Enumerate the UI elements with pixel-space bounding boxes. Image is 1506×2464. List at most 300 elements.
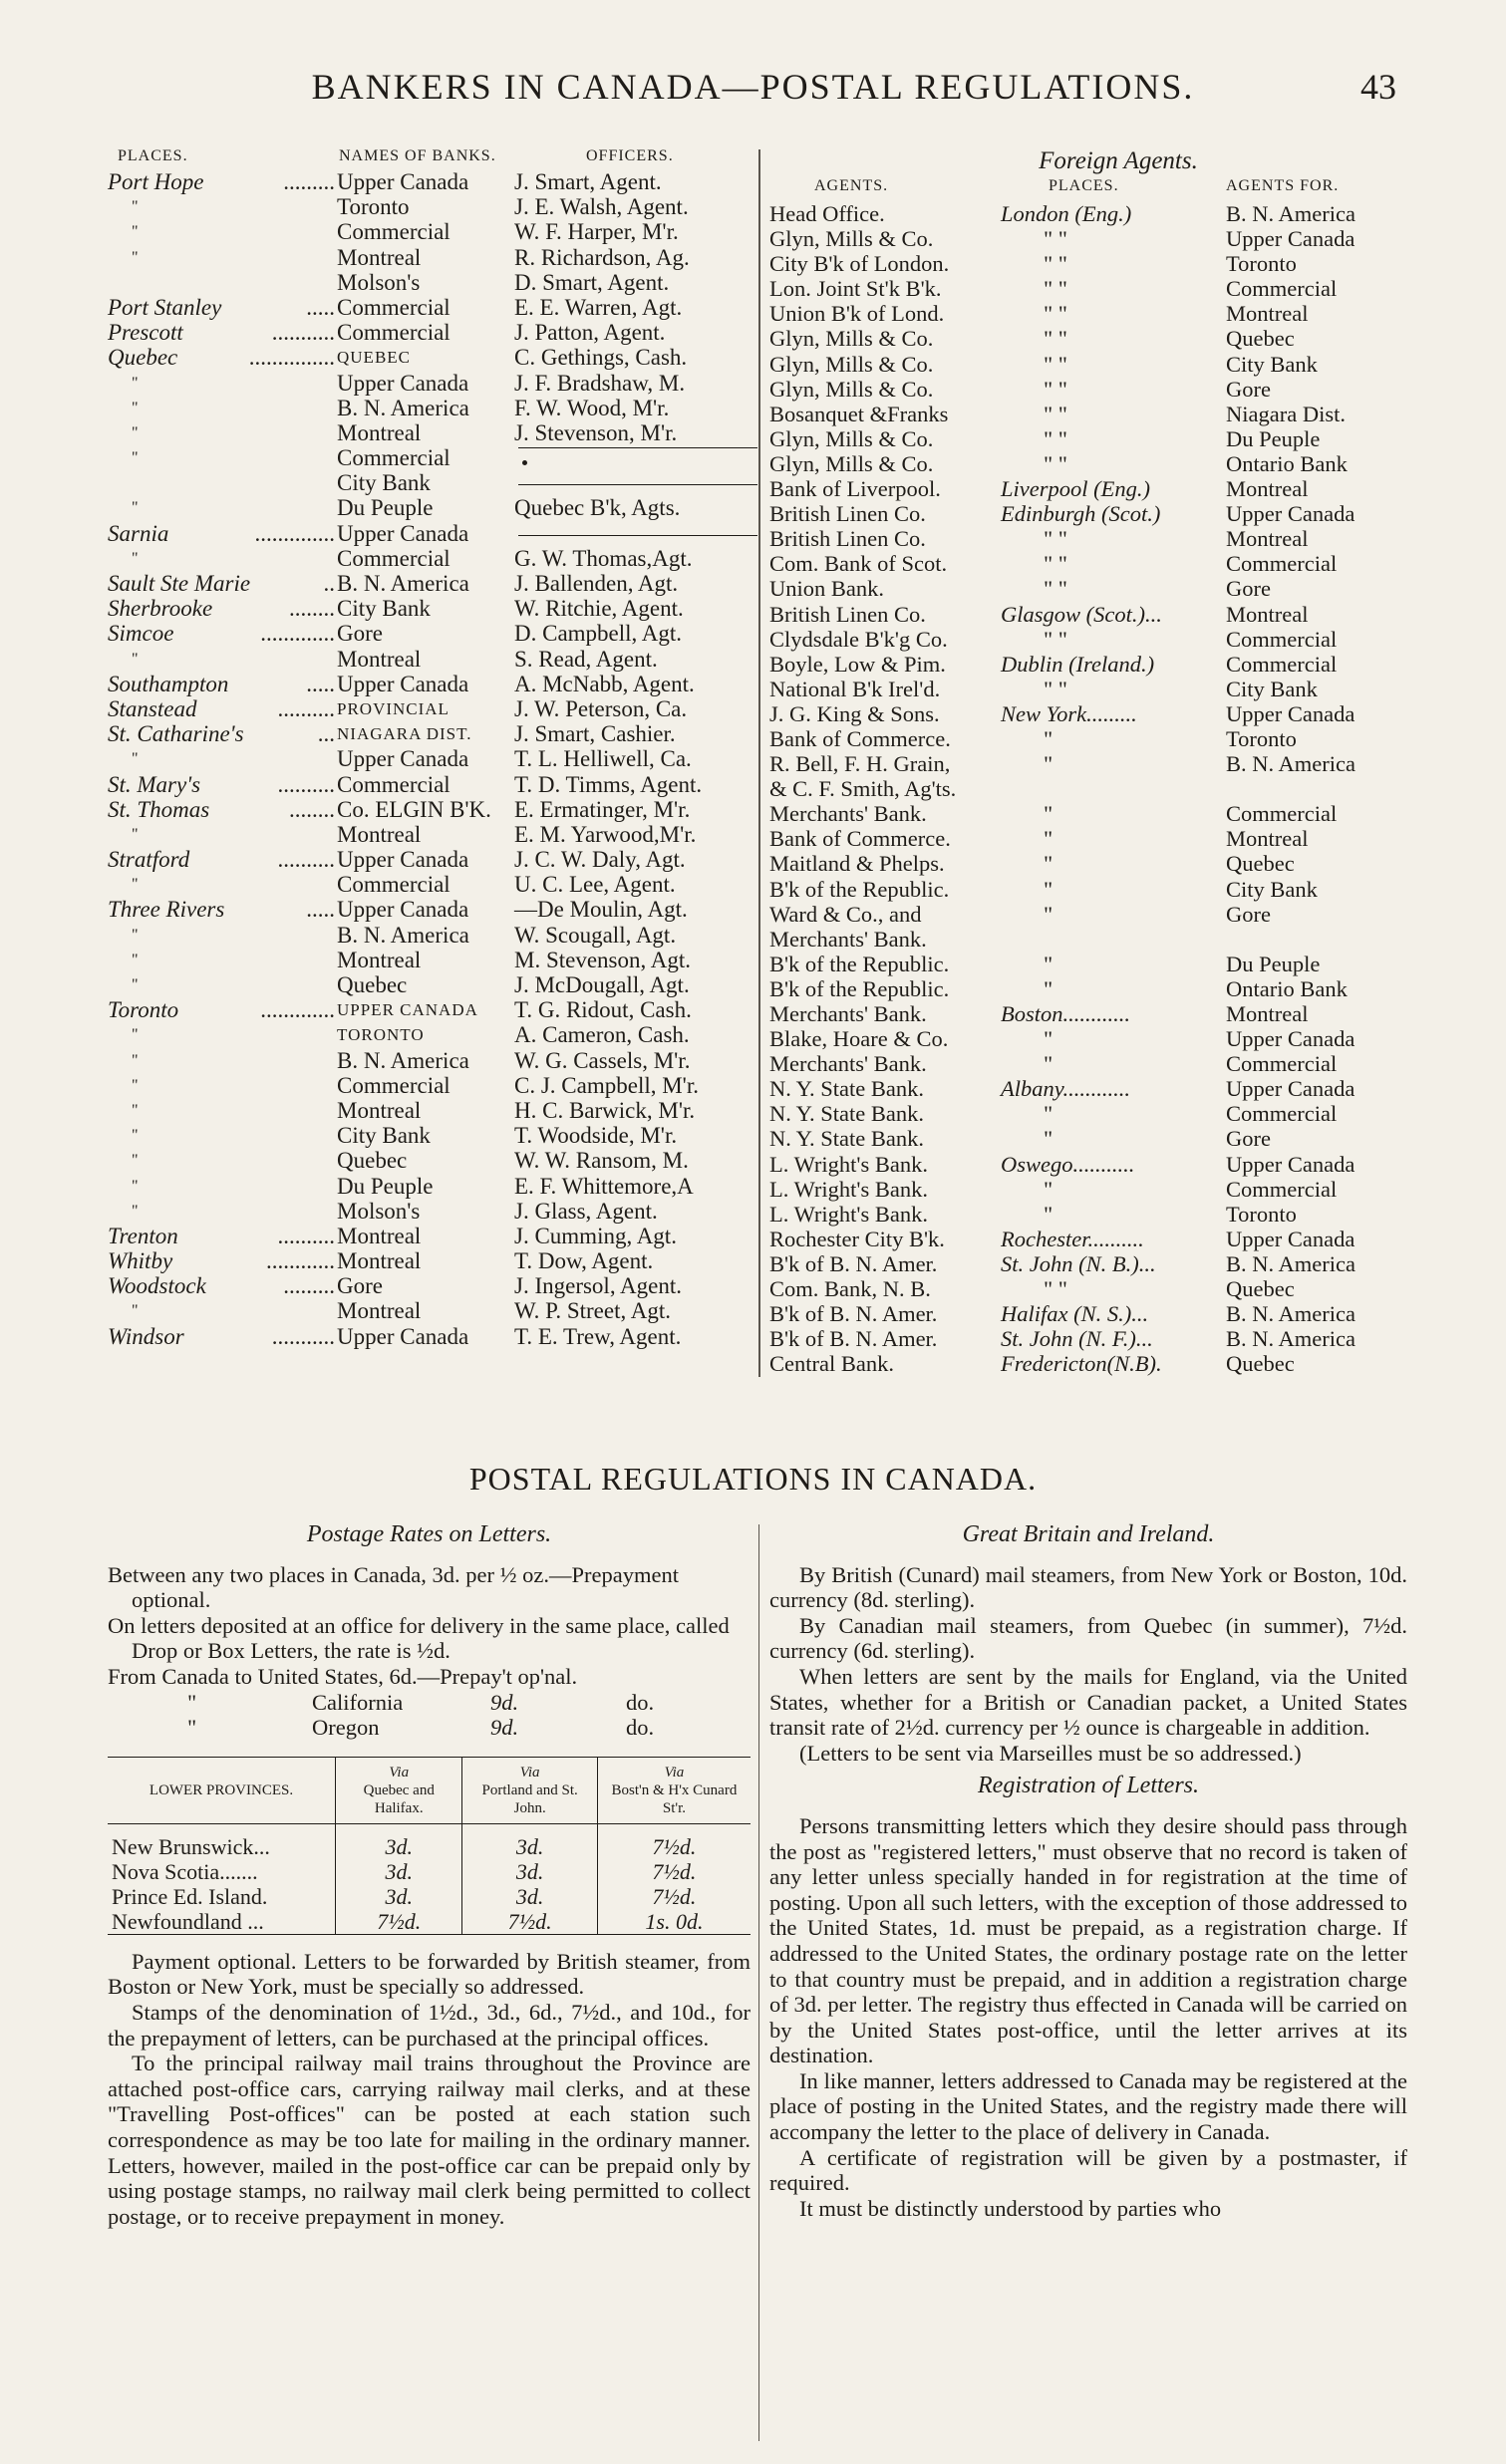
leader-dots: .............	[260, 997, 335, 1023]
bank-officer: A. Cameron, Cash.	[514, 1022, 690, 1048]
foreign-agent-row	[769, 352, 1467, 377]
agent-for: Quebec	[1226, 1276, 1295, 1302]
province-name: Prince Ed. Island.	[112, 1883, 268, 1909]
bank-row	[108, 1022, 755, 1047]
agent-place: "	[1044, 751, 1054, 777]
agent-place: "	[1044, 1201, 1054, 1227]
bank-officer: J. Patton, Agent.	[514, 320, 666, 346]
bank-officer: T. Dow, Agent.	[514, 1248, 654, 1274]
rate-cell: 3d.	[336, 1823, 462, 1859]
bank-row	[108, 696, 755, 721]
bank-row	[108, 772, 755, 797]
agent-place: "	[1044, 1026, 1054, 1052]
bank-name: Montreal	[337, 244, 422, 270]
registration-paragraph: A certificate of registration will be given by a postmaster, if required.	[769, 2144, 1407, 2196]
bank-place: Trenton	[108, 1223, 178, 1248]
rate-paragraph: On letters deposited at an office for delivery in the same place, called Drop or Box Letters, the rate is ½d.	[108, 1612, 730, 1664]
great-britain-subtitle: Great Britain and Ireland.	[962, 1521, 1215, 1547]
agent-for: Montreal	[1226, 526, 1309, 552]
foreign-agent-row	[769, 1276, 1467, 1301]
agent-name: B'k of B. N. Amer.	[769, 1326, 938, 1352]
agent-name: Maitland & Phelps.	[769, 851, 945, 877]
foreign-agent-row	[769, 377, 1467, 402]
agent-for: Quebec	[1226, 1351, 1295, 1377]
foreign-agent-row	[769, 776, 1467, 801]
bank-row	[108, 445, 755, 470]
agent-name: Ward & Co., and	[769, 901, 922, 927]
postage-rates-section	[108, 1522, 751, 2229]
bank-officer: C. J. Campbell, M'r.	[514, 1072, 699, 1098]
bank-name: Commercial	[337, 294, 451, 320]
bank-place: "	[132, 549, 139, 567]
leader-dots: ........	[289, 796, 335, 822]
agent-for: Upper Canada	[1226, 1151, 1355, 1177]
agent-name: Glyn, Mills & Co.	[769, 376, 934, 402]
foreign-agent-row	[769, 1126, 1467, 1151]
bank-officer: J. Ingersol, Agent.	[514, 1273, 683, 1299]
leader-dots: ...........	[271, 320, 335, 346]
bank-officer: Quebec B'k, Agts.	[514, 495, 681, 521]
bank-officer: J. Stevenson, M'r.	[514, 419, 678, 445]
agent-for: City Bank	[1226, 676, 1318, 701]
bank-row	[108, 647, 755, 672]
foreign-agent-row	[769, 1152, 1467, 1177]
foreign-agent-row	[769, 326, 1467, 351]
bankers-rows	[108, 169, 755, 1349]
bank-name: Upper Canada	[337, 520, 469, 546]
bank-name: NIAGARA DIST.	[337, 724, 472, 744]
agent-name: N. Y. State Bank.	[769, 1076, 924, 1102]
bank-officer: J. C. W. Daly, Agt.	[514, 847, 686, 873]
foreign-agent-row	[769, 1326, 1467, 1351]
bank-row	[108, 396, 755, 420]
agent-name: J. G. King & Sons.	[769, 700, 940, 726]
bank-name: Commercial	[337, 445, 451, 471]
foreign-agent-row	[769, 1076, 1467, 1101]
route-column-header	[462, 1757, 597, 1823]
foreign-agent-row	[769, 952, 1467, 976]
via-label: Via	[664, 1764, 685, 1780]
bank-officer: J. Smart, Cashier.	[514, 721, 676, 747]
bank-place: "	[132, 926, 139, 944]
agent-name: Union B'k of Lond.	[769, 301, 945, 327]
foreign-agent-row	[769, 602, 1467, 627]
lower-provinces-rows	[108, 1823, 751, 1934]
bank-row	[108, 1148, 755, 1173]
bank-place: "	[132, 223, 139, 241]
foreign-agent-row	[769, 251, 1467, 276]
rate-paragraph: To the principal railway mail trains throughout the Province are attached post-office cars, carrying railway mail clerks, and at these "Travelling Post-offices" can be posted at each station such correspondence as may be too late for mailing in the ordinary manner. Letters, however, mailed in the post-office car can be prepaid only by using postage stamps, no railway mail clerk being permitted to collect postage, or to receive prepayment in money.	[108, 2051, 751, 2229]
agent-for: Upper Canada	[1226, 1026, 1355, 1052]
agent-place: " "	[1044, 301, 1067, 327]
agent-place: " "	[1044, 1276, 1067, 1302]
rate-cell: 3d.	[462, 1823, 597, 1859]
province-name: New Brunswick...	[112, 1833, 270, 1859]
bank-name: Upper Canada	[337, 847, 469, 873]
bank-name: Du Peuple	[337, 495, 434, 521]
rate-table-row	[108, 1859, 751, 1884]
bank-row	[108, 948, 755, 972]
lower-provinces-table	[108, 1757, 751, 1935]
agent-place: " "	[1044, 226, 1067, 252]
leader-dots: ..........	[277, 847, 335, 873]
agent-for: Montreal	[1226, 601, 1309, 627]
agent-place: " "	[1044, 576, 1067, 602]
rate-note: do.	[626, 1689, 655, 1715]
rate-value: 9d.	[490, 1689, 519, 1715]
bank-place: "	[132, 1302, 139, 1320]
agent-name: Head Office.	[769, 201, 885, 226]
bank-place: Port Hope	[108, 169, 204, 194]
agent-place: " "	[1044, 251, 1067, 277]
leader-dots: .....	[306, 671, 335, 696]
agent-name: Com. Bank, N. B.	[769, 1276, 931, 1302]
agent-place: " "	[1044, 626, 1067, 652]
ditto-mark: "	[187, 1715, 197, 1741]
via-label: Via	[389, 1764, 410, 1780]
agent-for: Montreal	[1226, 301, 1309, 327]
foreign-agent-row	[769, 927, 1467, 952]
agent-for: Quebec	[1226, 851, 1295, 877]
agent-name: N. Y. State Bank.	[769, 1101, 924, 1127]
bank-officer: J. E. Walsh, Agent.	[514, 194, 689, 220]
agents-header: AGENTS.	[814, 177, 889, 194]
agent-for: Gore	[1226, 376, 1271, 402]
agent-for: Niagara Dist.	[1226, 401, 1346, 426]
bank-name: Montreal	[337, 646, 422, 672]
bank-place: "	[132, 1051, 139, 1069]
rate-paragraph: Between any two places in Canada, 3d. per ½ oz.—Prepayment optional.	[108, 1561, 679, 1613]
agent-name: B'k of B. N. Amer.	[769, 1250, 938, 1276]
bank-name: Molson's	[337, 269, 421, 295]
agent-place: "	[1044, 951, 1054, 976]
agent-place: Edinburgh (Scot.)	[1001, 501, 1161, 527]
bank-row	[108, 897, 755, 922]
foreign-agents-rows	[769, 201, 1467, 1376]
agent-name: Glyn, Mills & Co.	[769, 450, 934, 476]
agent-place: Rochester..........	[1001, 1226, 1144, 1251]
foreign-agent-row	[769, 652, 1467, 677]
bank-row	[108, 1324, 755, 1349]
bank-officer: E. Ermatinger, M'r.	[514, 796, 691, 822]
bank-place: "	[132, 951, 139, 968]
bank-place: "	[132, 449, 139, 467]
foreign-agent-row	[769, 627, 1467, 652]
bank-row	[108, 621, 755, 646]
agent-name: B'k of B. N. Amer.	[769, 1301, 938, 1327]
bank-name: Upper Canada	[337, 1323, 469, 1349]
bank-place: Simcoe	[108, 621, 174, 647]
agent-place: Halifax (N. S.)...	[1001, 1301, 1149, 1327]
bank-row	[108, 219, 755, 244]
bank-name: Montreal	[337, 1248, 422, 1274]
agent-place: " "	[1044, 551, 1067, 577]
page-title: BANKERS IN CANADA—POSTAL REGULATIONS.	[311, 67, 1195, 107]
foreign-agents-table	[769, 147, 1467, 1376]
agent-place: "	[1044, 725, 1054, 751]
bank-row	[108, 847, 755, 872]
agent-for: Toronto	[1226, 251, 1297, 277]
bank-officer: T. G. Ridout, Cash.	[514, 997, 692, 1023]
agent-name: National B'k Irel'd.	[769, 676, 941, 701]
bank-officer: F. W. Wood, M'r.	[514, 395, 670, 420]
route-column-header	[597, 1757, 751, 1823]
rate-cell: 3d.	[462, 1884, 597, 1909]
bank-officer: W. Ritchie, Agent.	[514, 596, 684, 622]
bank-name: Montreal	[337, 947, 422, 972]
bank-place: "	[132, 1127, 139, 1145]
bank-row	[108, 270, 755, 295]
rate-cell: 3d.	[336, 1859, 462, 1884]
agent-for: Commercial	[1226, 1051, 1338, 1077]
agent-for: Commercial	[1226, 551, 1338, 577]
bank-officer: J. McDougall, Agt.	[514, 972, 690, 997]
foreign-agent-row	[769, 1301, 1467, 1326]
agent-place: Boston............	[1001, 1001, 1131, 1026]
rate-cell: 7½d.	[597, 1884, 751, 1909]
foreign-agent-row	[769, 501, 1467, 526]
bank-name: Upper Canada	[337, 671, 469, 696]
foreign-agent-row	[769, 476, 1467, 501]
bank-row	[108, 371, 755, 396]
bank-place: "	[132, 825, 139, 843]
agent-for: B. N. America	[1226, 201, 1355, 226]
agent-name: Blake, Hoare & Co.	[769, 1026, 949, 1052]
column-divider-top	[758, 149, 760, 1377]
agent-name: Glyn, Mills & Co.	[769, 226, 934, 252]
via-label: Via	[519, 1764, 540, 1780]
bank-row	[108, 320, 755, 345]
agent-name: Lon. Joint St'k B'k.	[769, 276, 942, 302]
bank-place: Southampton	[108, 671, 229, 696]
bank-officer: S. Read, Agent.	[514, 646, 658, 672]
bank-officer: W. F. Harper, M'r.	[514, 219, 679, 245]
bank-row	[108, 1048, 755, 1073]
rate-cell: 7½d.	[336, 1909, 462, 1935]
bank-place: Prescott	[108, 320, 183, 346]
bank-place: Stanstead	[108, 695, 197, 721]
bank-row	[108, 1248, 755, 1273]
bank-place: "	[132, 374, 139, 392]
bank-row	[108, 521, 755, 546]
route-label: Quebec and Halifax.	[363, 1781, 435, 1816]
bank-name: PROVINCIAL	[337, 698, 450, 718]
places-header: PLACES.	[118, 147, 188, 164]
bank-name: City Bank	[337, 1123, 431, 1149]
bank-name: Montreal	[337, 1223, 422, 1248]
bank-row	[108, 470, 755, 495]
bank-place: Stratford	[108, 847, 190, 873]
agent-for: Quebec	[1226, 326, 1295, 352]
bank-name: B. N. America	[337, 395, 469, 420]
bank-row	[108, 596, 755, 621]
rate-cell: 3d.	[336, 1884, 462, 1909]
agent-name: R. Bell, F. H. Grain,	[769, 751, 951, 777]
rate-cell: 7½d.	[597, 1859, 751, 1884]
bank-place: "	[132, 423, 139, 441]
bank-place: Windsor	[108, 1323, 184, 1349]
agent-name: Boyle, Low & Pim.	[769, 651, 946, 677]
bank-row	[108, 295, 755, 320]
leader-dots: .............	[260, 621, 335, 647]
bank-officer: J. Cumming, Agt.	[514, 1223, 677, 1248]
leader-dots: .........	[283, 169, 335, 194]
agent-name: L. Wright's Bank.	[769, 1201, 928, 1227]
bank-officer: J. F. Bradshaw, M.	[514, 370, 686, 396]
bank-officer: U. C. Lee, Agent.	[514, 872, 676, 898]
foreign-agent-row	[769, 426, 1467, 451]
agent-name: Union Bank.	[769, 576, 884, 602]
agent-name: B'k of the Republic.	[769, 951, 950, 976]
bank-name: Du Peuple	[337, 1173, 434, 1199]
bank-row	[108, 1298, 755, 1323]
bank-officer: E. E. Warren, Agt.	[514, 294, 683, 320]
bank-officer	[514, 470, 757, 495]
agent-for: Du Peuple	[1226, 951, 1321, 976]
bank-place: "	[132, 1076, 139, 1094]
rate-note: do.	[626, 1715, 655, 1741]
foreign-agent-row	[769, 301, 1467, 326]
bank-place: "	[132, 1101, 139, 1119]
bank-name: Gore	[337, 1273, 383, 1299]
bank-place: "	[132, 976, 139, 993]
great-britain-section	[769, 1522, 1407, 2221]
agent-place: " "	[1044, 276, 1067, 302]
agent-place: New York.........	[1001, 700, 1137, 726]
bank-row	[108, 672, 755, 696]
bank-officer: W. P. Street, Agt.	[514, 1298, 671, 1324]
agent-name: Com. Bank of Scot.	[769, 551, 948, 577]
bank-name: Upper Canada	[337, 746, 469, 772]
foreign-agent-row	[769, 701, 1467, 726]
agent-place: Fredericton(N.B).	[1001, 1351, 1162, 1377]
foreign-agent-row	[769, 877, 1467, 902]
gb-paragraph: When letters are sent by the mails for England, via the United States, whether for a British or Canadian packet, a United States transit rate of 2½d. currency per ½ ounce is chargeable in addition.	[769, 1663, 1407, 1741]
agent-for: Gore	[1226, 901, 1271, 927]
bank-name: Quebec	[337, 1148, 408, 1174]
gb-paragraph: By British (Cunard) mail steamers, from New York or Boston, 10d. currency (8d. sterling).	[769, 1561, 1407, 1613]
bank-place: "	[132, 650, 139, 668]
agent-place: "	[1044, 876, 1054, 902]
agent-for: City Bank	[1226, 876, 1318, 902]
bank-name: QUEBEC	[337, 348, 411, 368]
bank-place: St. Mary's	[108, 771, 201, 797]
bank-name: City Bank	[337, 596, 431, 622]
agent-for: Ontario Bank	[1226, 450, 1348, 476]
foreign-agent-row	[769, 677, 1467, 701]
bank-place: "	[132, 876, 139, 894]
officers-header: OFFICERS.	[586, 147, 674, 164]
bank-officer: —De Moulin, Agt.	[514, 897, 688, 923]
bank-officer: W. W. Ransom, M.	[514, 1148, 689, 1174]
bank-officer: J. Smart, Agent.	[514, 169, 662, 194]
gb-paragraph: By Canadian mail steamers, from Quebec (in summer), 7½d. currency (6d. sterling).	[769, 1612, 1407, 1664]
bank-name: City Bank	[337, 470, 431, 496]
agent-place: Glasgow (Scot.)...	[1001, 601, 1162, 627]
rate-line-oregon	[108, 1715, 751, 1741]
agent-for: City Bank	[1226, 351, 1318, 377]
bank-place: Toronto	[108, 997, 179, 1023]
agent-place: Dublin (Ireland.)	[1001, 651, 1155, 677]
agent-place: St. John (N. B.)...	[1001, 1250, 1156, 1276]
bank-row	[108, 194, 755, 219]
agent-name: L. Wright's Bank.	[769, 1176, 928, 1202]
bank-row	[108, 169, 755, 194]
rate-value: 9d.	[490, 1715, 519, 1741]
leader-dots: ........	[289, 596, 335, 622]
page-number: 43	[1360, 67, 1396, 107]
bank-officer: T. D. Timms, Agent.	[514, 771, 703, 797]
route-label: Bost'n & H'x Cunard St'r.	[611, 1781, 738, 1816]
foreign-agents-title: Foreign Agents.	[1039, 147, 1198, 174]
registration-paragraph: Persons transmitting letters which they desire should pass through the post as "registered letters," must observe that no record is taken of any letter unless specially handed in for registration at the time of posting. Upon all such letters, with the exception of those addressed to the United States, 1d. must be prepaid, as a registration charge. If addressed to the United States, the ordinary postage rate on the letter to that country must be prepaid, and in addition a registration charge of 3d. per letter. The registry thus effected in Canada will be carried on by the United States post-office, until the letter arrives at its destination.	[769, 1812, 1407, 2068]
rate-cell: 7½d.	[597, 1823, 751, 1859]
agent-for: Ontario Bank	[1226, 975, 1348, 1001]
bank-name: Commercial	[337, 219, 451, 245]
rate-table-row	[108, 1884, 751, 1909]
bank-name: Upper Canada	[337, 370, 469, 396]
agent-name: Glyn, Mills & Co.	[769, 425, 934, 451]
agent-for: Toronto	[1226, 1201, 1297, 1227]
leader-dots: ..............	[254, 520, 335, 546]
foreign-agent-row	[769, 826, 1467, 851]
leader-dots: ...........	[271, 1323, 335, 1349]
foreign-agent-row	[769, 1001, 1467, 1026]
bank-officer: E. F. Whittemore,A	[514, 1173, 694, 1199]
lower-provinces-header: LOWER PROVINCES.	[108, 1757, 336, 1823]
route-column-header	[336, 1757, 462, 1823]
agent-for: Upper Canada	[1226, 501, 1355, 527]
agent-for: Gore	[1226, 1126, 1271, 1152]
rate-line-california	[108, 1690, 751, 1716]
agent-for: Upper Canada	[1226, 226, 1355, 252]
rate-table-row	[108, 1909, 751, 1935]
bank-officer	[514, 521, 757, 546]
bank-name: Commercial	[337, 545, 451, 571]
bank-officer: D. Campbell, Agt.	[514, 621, 683, 647]
agent-name: B'k of the Republic.	[769, 975, 950, 1001]
bank-row	[108, 546, 755, 571]
agent-for: Upper Canada	[1226, 1076, 1355, 1102]
agent-name: Bank of Commerce.	[769, 826, 951, 852]
agent-name: British Linen Co.	[769, 501, 926, 527]
agent-for: Montreal	[1226, 826, 1309, 852]
agent-place: " "	[1044, 401, 1067, 426]
names-header: NAMES OF BANKS.	[339, 147, 496, 164]
province-name: Nova Scotia.......	[112, 1858, 258, 1884]
bank-row	[108, 1224, 755, 1248]
bank-officer: G. W. Thomas,Agt.	[514, 545, 693, 571]
agent-for: B. N. America	[1226, 751, 1355, 777]
rate-cell: 7½d.	[462, 1909, 597, 1935]
agent-for: Du Peuple	[1226, 425, 1321, 451]
bank-name: Montreal	[337, 419, 422, 445]
foreign-agent-row	[769, 201, 1467, 226]
bank-name: Commercial	[337, 320, 451, 346]
agent-place: "	[1044, 1176, 1054, 1202]
agent-place: London (Eng.)	[1001, 201, 1132, 226]
province-name: Newfoundland ...	[108, 1909, 336, 1935]
bank-place: Quebec	[108, 345, 178, 371]
bank-place: "	[132, 750, 139, 768]
bank-name: Molson's	[337, 1198, 421, 1224]
bank-officer: J. Ballenden, Agt.	[514, 571, 679, 596]
bank-row	[108, 797, 755, 822]
agent-place: "	[1044, 826, 1054, 852]
bank-place: "	[132, 198, 139, 216]
bank-name: Commercial	[337, 1072, 451, 1098]
agent-place: " "	[1044, 326, 1067, 352]
